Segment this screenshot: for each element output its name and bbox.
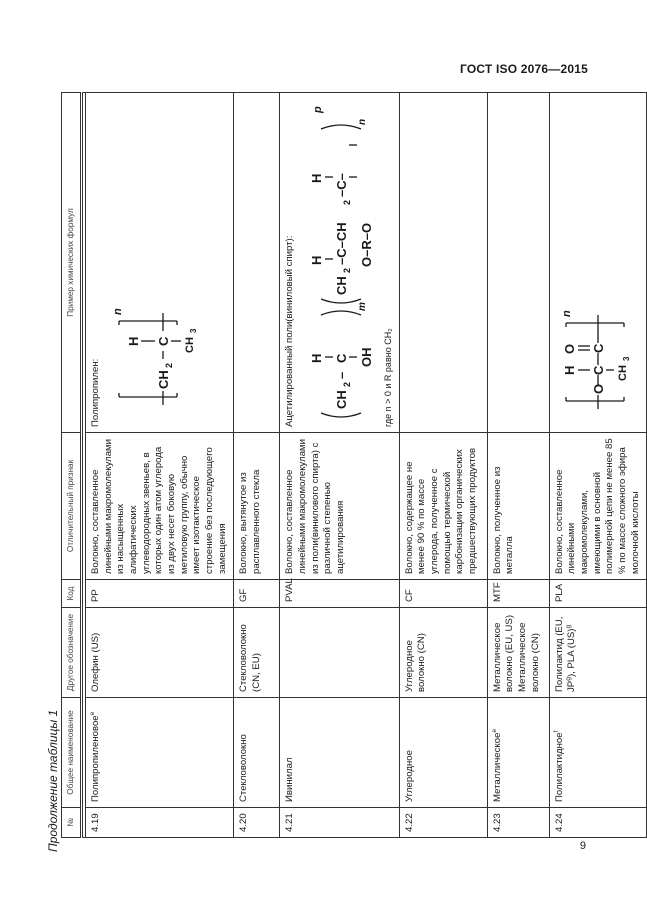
col-header-name: Общее наименование: [62, 698, 82, 808]
distinguishing-feature: Волокно, составленное линейными макромолекулами из насыщенных алифатических углеводородных звеньев, в которых один атом углерода из двух несет боковую метиловую группу, обычно имеет изотактическое строение без последующего замещения: [86, 433, 234, 580]
svg-text:p: p: [311, 106, 324, 113]
pval-formula: [303, 97, 379, 427]
svg-text:–C–CH: –C–CH: [333, 222, 349, 265]
fiber-code: CF: [399, 580, 487, 608]
svg-text:m: m: [356, 302, 368, 311]
svg-text:CH: CH: [616, 365, 629, 381]
svg-text:–: –: [333, 371, 349, 379]
table-row: [399, 93, 487, 838]
svg-text:H: H: [308, 255, 324, 265]
svg-text:C: C: [590, 343, 606, 353]
table-row: [86, 93, 234, 838]
generic-name: Стекловолокно: [234, 698, 280, 808]
svg-text:CH: CH: [333, 276, 349, 295]
other-designation: Олефин (US): [86, 608, 234, 698]
formula-label: Ацетилированный поли(виниловый спирт):: [284, 235, 296, 427]
svg-text:2: 2: [341, 199, 352, 205]
row-number: 4.24: [549, 808, 647, 838]
formula-cell: [399, 93, 487, 433]
svg-text:2: 2: [163, 362, 174, 368]
other-designation: Металлическое волокно (EU, US) Металлическое волокно (CN): [487, 608, 549, 698]
svg-text:3: 3: [621, 356, 631, 361]
svg-text:2: 2: [341, 381, 352, 387]
fiber-code: PP: [86, 580, 234, 608]
formula-cell: [280, 93, 400, 433]
formula-label: Полипропилен:: [90, 358, 101, 427]
document-header: ГОСТ ISO 2076—2015: [459, 62, 588, 76]
distinguishing-feature: Волокно, составленное линейными макромолекулами из поли(винилового спирта) с различной степенью ацетилирования: [280, 433, 400, 580]
svg-text:O–R–O: O–R–O: [358, 222, 374, 267]
svg-text:n: n: [111, 308, 124, 315]
svg-text:H: H: [308, 173, 324, 183]
generic-name: Полилактидное$^f$: [549, 698, 647, 808]
distinguishing-feature: Волокно, составленное линейными макромолекулами, имеющими в основной полимерной цепи не менее 85 % по массе сложного эфира молочной кислоты: [549, 433, 647, 580]
generic-name: Полипропиленовое$^е$: [86, 698, 234, 808]
fiber-code: GF: [234, 580, 280, 608]
row-number: 4.23: [487, 808, 549, 838]
distinguishing-feature: Волокно, содержащее не менее 90 % по массе углерода, полученное с помощью термической карбонизации органических предшествующих продуктов: [399, 433, 487, 580]
svg-text:H: H: [308, 353, 324, 363]
polypropylene-formula: [109, 277, 198, 427]
formula-cell: [549, 93, 647, 433]
formula-note: где n > 0 и R равно CH₂: [382, 328, 393, 427]
fiber-code: PVAL: [280, 580, 400, 608]
distinguishing-feature: Волокно, вытянутое из расплавленного стекла: [234, 433, 280, 580]
svg-text:O: O: [561, 343, 577, 354]
table-row: [280, 93, 400, 838]
generic-name: Углеродное: [399, 698, 487, 808]
col-header-other: Другое обозначение: [62, 608, 82, 698]
svg-text:–C–: –C–: [333, 173, 349, 197]
svg-text:OH: OH: [358, 347, 374, 367]
svg-text:CH: CH: [183, 337, 196, 353]
pla-formula: [560, 277, 630, 427]
row-number: 4.21: [280, 808, 400, 838]
formula-cell: [487, 93, 549, 433]
svg-text:C: C: [155, 336, 171, 346]
svg-text:n: n: [356, 118, 368, 125]
fibers-table: [61, 92, 647, 838]
generic-name: Металлическое$^e$: [487, 698, 549, 808]
table-row: [487, 93, 549, 838]
col-header-num: №: [62, 808, 82, 838]
svg-text:2: 2: [341, 267, 352, 273]
svg-text:CH: CH: [333, 390, 349, 409]
other-designation: Полилактид (EU, $JP^g$), PLA (US)$^g$: [549, 608, 647, 698]
svg-text:CH: CH: [155, 370, 171, 389]
row-number: 4.22: [399, 808, 487, 838]
distinguishing-feature: Волокно, полученное из металла: [487, 433, 549, 580]
row-number: 4.19: [86, 808, 234, 838]
table-caption: Продолжение таблицы 1: [46, 709, 60, 852]
col-header-formula: Пример химических формул: [62, 93, 82, 433]
table-row: [234, 93, 280, 838]
svg-text:O: O: [590, 383, 606, 394]
svg-text:H: H: [125, 336, 141, 346]
formula-cell: [234, 93, 280, 433]
svg-text:H: H: [561, 365, 577, 375]
svg-text:C: C: [590, 365, 606, 375]
col-header-feature: Отличительный признак: [62, 433, 82, 580]
other-designation: [280, 608, 400, 698]
col-header-code: Код: [62, 580, 82, 608]
page-number: 9: [579, 840, 586, 852]
other-designation: Углеродное волокно (CN): [399, 608, 487, 698]
svg-text:C: C: [333, 353, 349, 363]
fiber-code: PLA: [549, 580, 647, 608]
svg-text:3: 3: [188, 328, 198, 333]
fiber-code: MTF: [487, 580, 549, 608]
table-row: [549, 93, 647, 838]
svg-text:n: n: [560, 310, 573, 317]
generic-name: Ивинилал: [280, 698, 400, 808]
table-header-row: [62, 93, 82, 838]
formula-cell: [86, 93, 234, 433]
other-designation: Стекловолокно (CN, EU): [234, 608, 280, 698]
row-number: 4.20: [234, 808, 280, 838]
